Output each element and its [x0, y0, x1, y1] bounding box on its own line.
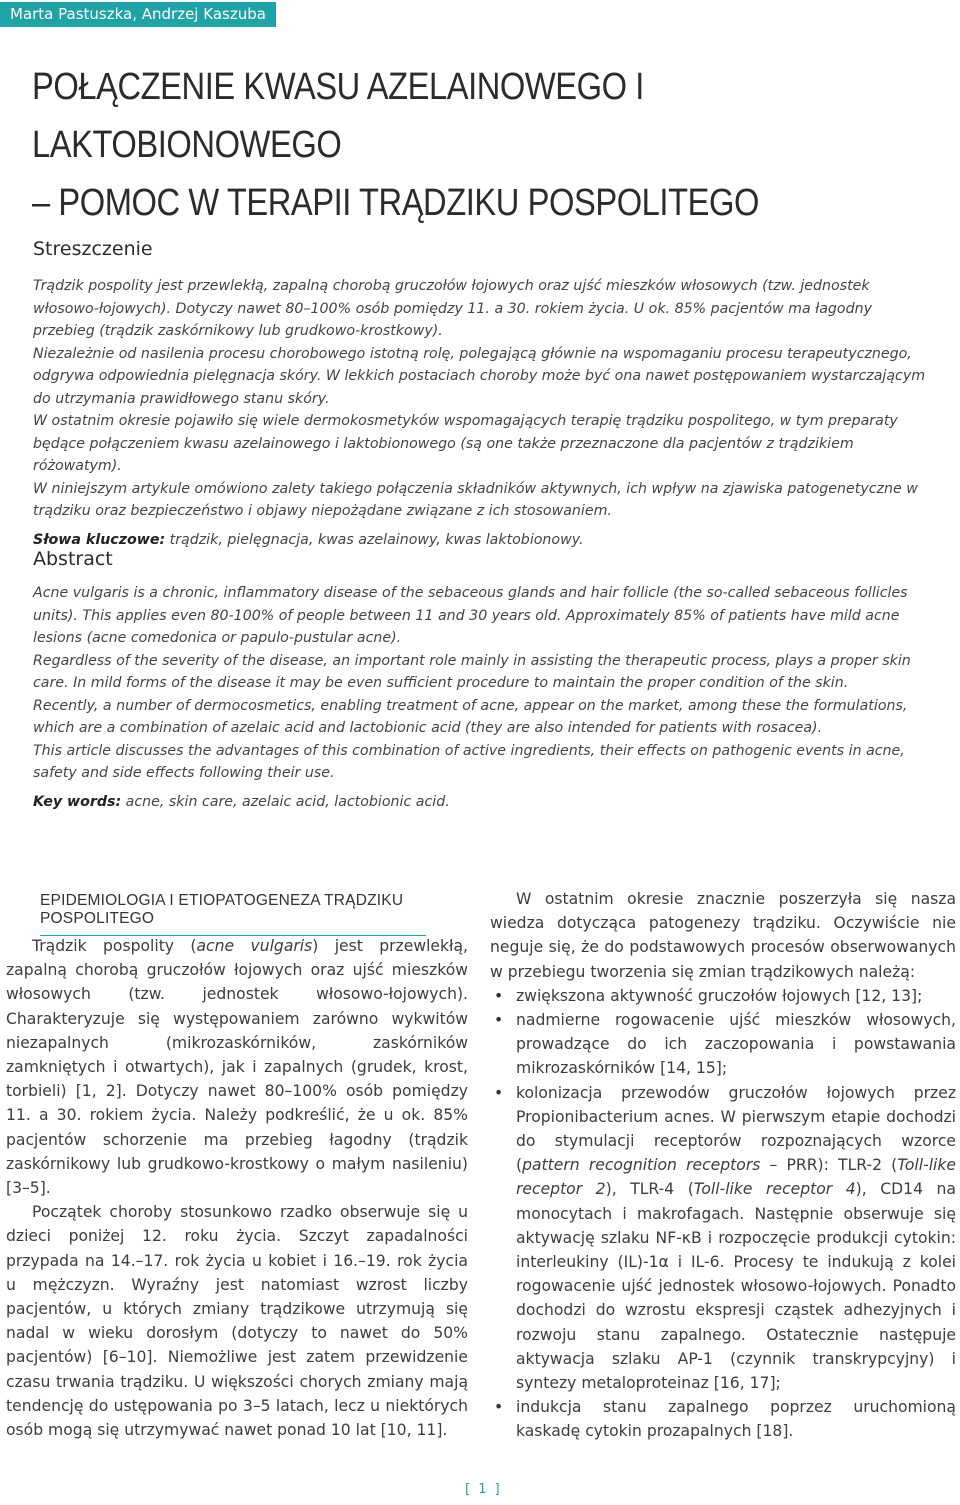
list-item: • zwiększona aktywność gruczołów łojowych [12, 13]; — [516, 984, 956, 1008]
text-run: ) jest przewlekłą, zapalną chorobą gruczołów łojowych oraz ujść mieszków włosowych (tzw. jednostek włosowo-łojowych). Charakteryzuje się występowaniem zarówno wykwitów niezapalnych (mikrozaskórników, zaskórników zamkniętych i otwartych), jak i zapalnych (grudek, krost, torbieli) [1, 2]. Dotyczy nawet 80–100% osób pomiędzy 11. a 30. rokiem życia. Należy podkreślić, że u ok. 85% pacjentów schorzenie ma przebieg łagodny (trądzik zaskórnikowy lub grudkowo-krostkowy o małym nasileniu) [3–5]. — [6, 937, 468, 1198]
abstract-paragraph: Regardless of the severity of the disease, an important role mainly in assisting the therapeutic process, plays a proper skin care. In mild forms of the disease it may be even sufficient procedure to maintain the proper condition of the skin. — [33, 652, 911, 691]
section-heading: EPIDEMIOLOGIA I ETIOPATOGENEZA TRĄDZIKU POSPOLITEGO — [40, 892, 426, 936]
list-item — [516, 1081, 956, 1396]
body-paragraph: W ostatnim okresie znacznie poszerzyła się nasza wiedza dotycząca patogenezy trądziku. Oczywiście nie neguje się, że do podstawowych procesów obserwowanych w przebiegu tworzenia się zmian trądzikowych należą: — [490, 890, 956, 981]
streszczenie-paragraph: Niezależnie od nasilenia procesu chorobowego istotną rolę, polegającą głównie na wspomaganiu procesu terapeutycznego, odgrywa odpowiednia pielęgnacja skóry. W lekkich postaciach choroby może być ona nawet postępowaniem wystarczającym do utrzymania prawidłowego stanu skóry. — [33, 345, 926, 407]
abstract-paragraph: This article discusses the advantages of this combination of active ingredients, their effects on pathogenic events in acne, safety and side effects following their use. — [33, 742, 905, 781]
authors-banner: Marta Pastuszka, Andrzej Kaszuba — [0, 2, 276, 27]
text-run: ), TLR-4 ( — [605, 1180, 694, 1199]
text-run: kolonizacja przewodów gruczołów łojowych przez Propionibacterium acnes. W pierwszym etapie dochodzi do stymulacji receptorów rozpoznających wzorce ( — [516, 1083, 956, 1175]
streszczenie-keywords — [33, 529, 933, 552]
text-run: – PRR): TLR-2 ( — [760, 1156, 898, 1175]
streszczenie-body — [33, 275, 933, 551]
list-item: • nadmierne rogowacenie ujść mieszków włosowych, prowadzące do ich zaczopowania i powstawania mikrozaskórników [14, 15]; — [516, 1008, 956, 1081]
text-run: ), CD14 na monocytach i makrofagach. Następnie obserwuje się aktywację szlaku NF-κB i rozpoczęcie produkcji cytokin: interleukiny (IL)-1α i IL-6. Procesy te indukują z kolei rogowacenie ujść jednostek włosowo-łojowych. Ponadto dochodzi do wzrostu ekspresji cząstek adhezyjnych i rozwoju stanu zapalnego. Ostatecznie następuje aktywacja szlaku AP-1 (czynnik transkrypcyjny) i syntezy metaloproteinaz [16, 17]; — [516, 1180, 956, 1393]
keywords-label: Słowa kluczowe: — [33, 531, 166, 548]
body-paragraph — [6, 934, 468, 1200]
abstract-keywords — [33, 791, 933, 814]
italic-term: acne vulgaris — [196, 937, 313, 955]
abstract-paragraph: Recently, a number of dermocosmetics, enabling treatment of acne, appear on the market, among these the formulations, which are a combination of azelaic acid and lactobionic acid (they are also intended for patients with rosacea). — [33, 697, 908, 736]
page-number: [ 1 ] — [465, 1482, 502, 1497]
text-run: Trądzik pospolity ( — [32, 937, 197, 955]
streszczenie-paragraph: W niniejszym artykule omówiono zalety takiego połączenia składników aktywnych, ich wpływ na zjawiska patogenetyczne w trądziku oraz bezpieczeństwo i objawy niepożądane związane z ich stosowaniem. — [33, 480, 918, 519]
keywords-label: Key words: — [33, 793, 122, 810]
abstract-heading: Abstract — [33, 548, 113, 570]
body-paragraph: Początek choroby stosunkowo rzadko obserwuje się u dzieci poniżej 12. roku życia. Szczyt zapadalności przypada na 14.–17. rok życia u kobiet i 16.–19. rok życia u mężczyzn. Wyraźny jest natomiast wzrost liczby pacjentów, u których zmiany trądzikowe utrzymują się nadal w wieku dorosłym (dotyczy to nawet do 50% pacjentów) [6–10]. Niemożliwe jest zatem przewidzenie czasu trwania trądziku. U większości chorych zmiany mają tendencję do ustępowania po 3–5 latach, lecz u niektórych osób mogą się utrzymywać nawet ponad 10 lat [10, 11]. — [6, 1203, 468, 1440]
keywords-text: trądzik, pielęgnacja, kwas azelainowy, kwas laktobionowy. — [165, 531, 584, 548]
title-line-1: POŁĄCZENIE KWASU AZELAINOWEGO I LAKTOBIONOWEGO — [32, 66, 644, 166]
bullet-list — [490, 984, 956, 1444]
italic-term: pattern recognition receptors — [522, 1156, 761, 1175]
keywords-text: acne, skin care, azelaic acid, lactobionic acid. — [121, 793, 450, 810]
italic-term: Toll-like receptor 4 — [693, 1180, 856, 1199]
streszczenie-paragraph: Trądzik pospolity jest przewlekłą, zapalną chorobą gruczołów łojowych oraz ujść mieszków włosowych (tzw. jednostek włosowo-łojowych). Dotyczy nawet 80–100% osób pomiędzy 11. a 30. rokiem życia. U ok. 85% pacjentów ma łagodny przebieg (trądzik zaskórnikowy lub grudkowo-krostkowy). — [33, 278, 873, 339]
title-line-2: – POMOC W TERAPII TRĄDZIKU POSPOLITEGO — [32, 182, 759, 224]
article-title — [32, 58, 926, 232]
abstract-paragraph: Acne vulgaris is a chronic, inflammatory disease of the sebaceous glands and hair follicle (the so-called sebaceous follicles units). This applies even 80-100% of people between 11 and 30 years old. Approximately 85% of patients have mild acne lesions (acne comedonica or papulo-pustular acne). — [33, 585, 908, 646]
list-item: • indukcja stanu zapalnego poprzez uruchomioną kaskadę cytokin prozapalnych [18]. — [516, 1395, 956, 1443]
streszczenie-paragraph: W ostatnim okresie pojawiło się wiele dermokosmetyków wspomagających terapię trądziku pospolitego, w tym preparaty będące połączeniem kwasu azelainowego i laktobionowego (są one także przeznaczone dla pacjentów z trądzikiem różowatym). — [33, 413, 898, 474]
abstract-body — [33, 582, 933, 813]
streszczenie-heading: Streszczenie — [33, 238, 153, 260]
left-column — [6, 934, 468, 1442]
italic-term: Toll-like receptor 2 — [516, 1156, 956, 1199]
right-column — [490, 887, 956, 1444]
